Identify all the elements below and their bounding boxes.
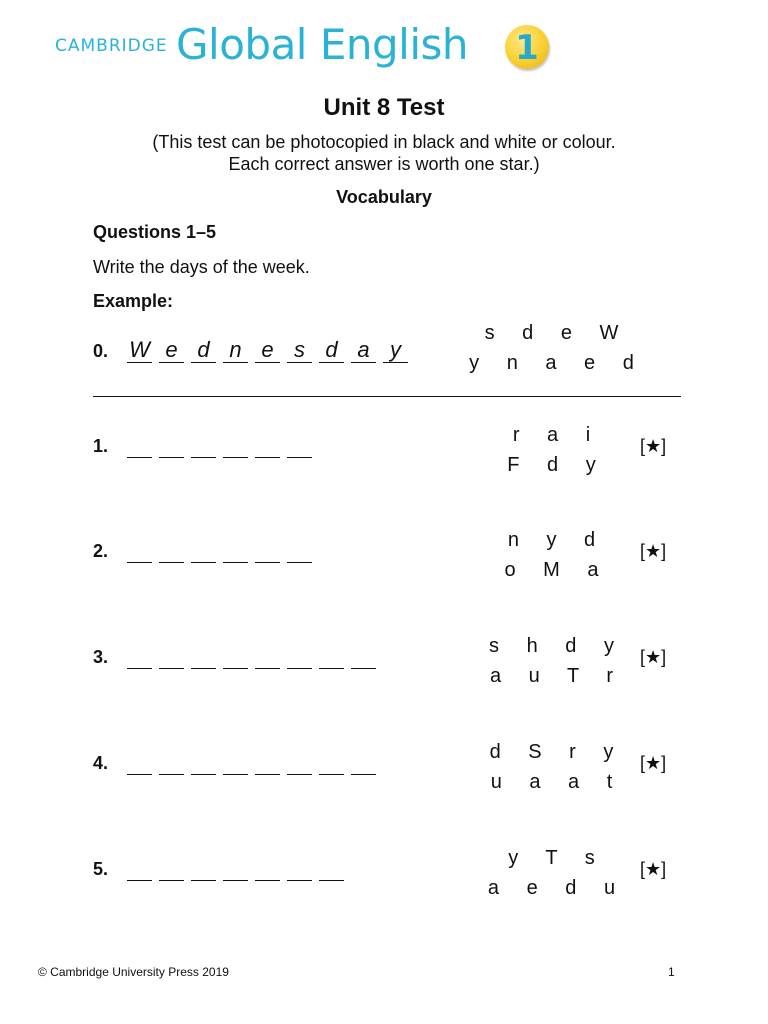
scramble-line-1: r a i xyxy=(512,424,602,446)
note-line-2: Each correct answer is worth one star.) xyxy=(228,154,540,174)
letter-blank[interactable] xyxy=(223,748,248,775)
letter-blank[interactable] xyxy=(127,642,152,669)
letter-blank[interactable] xyxy=(351,642,376,669)
letter-blank[interactable] xyxy=(255,748,280,775)
letter-blank[interactable] xyxy=(223,431,248,458)
letter-blank[interactable] xyxy=(159,536,184,563)
letter-blank[interactable] xyxy=(255,854,280,881)
question-number: 3. xyxy=(93,647,109,667)
footer-copyright: © Cambridge University Press 2019 xyxy=(38,965,229,979)
questions-heading: Questions 1–5 xyxy=(93,222,217,242)
example-letter: d xyxy=(319,336,344,363)
letter-blank[interactable] xyxy=(191,642,216,669)
note-line-1: (This test can be photocopied in black and white or colour. xyxy=(152,132,616,152)
scrambled-letters xyxy=(462,843,652,903)
scrambled-letters xyxy=(462,420,652,480)
letter-blank[interactable] xyxy=(159,748,184,775)
example-letter: n xyxy=(223,336,248,363)
letter-blank[interactable] xyxy=(287,854,312,881)
example-letter: e xyxy=(255,336,280,363)
example-letter: s xyxy=(287,336,312,363)
section-heading: Vocabulary xyxy=(336,187,432,207)
answer-blanks[interactable] xyxy=(127,748,376,775)
letter-blank[interactable] xyxy=(159,854,184,881)
letter-blank[interactable] xyxy=(287,748,312,775)
letter-blank[interactable] xyxy=(351,748,376,775)
scramble-line-1: y T s xyxy=(508,847,606,869)
star-mark: [★] xyxy=(640,859,667,879)
letter-blank[interactable] xyxy=(287,642,312,669)
star-mark: [★] xyxy=(640,647,667,667)
letter-blank[interactable] xyxy=(319,642,344,669)
test-note xyxy=(0,131,768,175)
star-mark: [★] xyxy=(640,541,667,561)
scramble-line-2: y n a e d xyxy=(469,352,645,374)
letter-blank[interactable] xyxy=(223,642,248,669)
letter-blank[interactable] xyxy=(319,854,344,881)
letter-blank[interactable] xyxy=(223,536,248,563)
example-answer xyxy=(127,336,408,363)
example-letter: a xyxy=(351,336,376,363)
answer-blanks[interactable] xyxy=(127,536,312,563)
scrambled-letters xyxy=(462,737,652,797)
footer-page-number: 1 xyxy=(668,965,675,979)
letter-blank[interactable] xyxy=(191,431,216,458)
brand-title: Global English xyxy=(176,20,468,69)
example-letter: e xyxy=(159,336,184,363)
scrambled-letters xyxy=(462,631,652,691)
example-label: Example: xyxy=(93,291,174,311)
scramble-line-2: o M a xyxy=(504,559,610,581)
example-letter: d xyxy=(191,336,216,363)
star-mark: [★] xyxy=(640,753,667,773)
letter-blank[interactable] xyxy=(191,536,216,563)
letter-blank[interactable] xyxy=(287,431,312,458)
question-number: 2. xyxy=(93,541,109,561)
question-number: 5. xyxy=(93,859,109,879)
scramble-line-1: s h d y xyxy=(489,635,625,657)
letter-blank[interactable] xyxy=(127,854,152,881)
scramble-line-2: a u T r xyxy=(489,665,625,687)
example-number: 0. xyxy=(93,341,109,361)
letter-blank[interactable] xyxy=(287,536,312,563)
answer-blanks[interactable] xyxy=(127,431,312,458)
letter-blank[interactable] xyxy=(127,431,152,458)
scramble-line-2: a e d u xyxy=(487,877,627,899)
scramble-line-2: u a a t xyxy=(490,771,624,793)
letter-blank[interactable] xyxy=(223,854,248,881)
letter-blank[interactable] xyxy=(127,748,152,775)
scramble-line-1: d S r y xyxy=(489,741,625,763)
letter-blank[interactable] xyxy=(191,748,216,775)
page-title: Unit 8 Test xyxy=(323,94,445,121)
scrambled-letters xyxy=(462,525,652,585)
letter-blank[interactable] xyxy=(159,642,184,669)
question-number: 1. xyxy=(93,436,109,456)
scramble-line-1: s d e W xyxy=(484,322,630,344)
star-mark: [★] xyxy=(640,436,667,456)
letter-blank[interactable] xyxy=(319,748,344,775)
scramble-line-2: F d y xyxy=(507,454,607,476)
brand-publisher: CAMBRIDGE xyxy=(55,36,168,56)
letter-blank[interactable] xyxy=(255,431,280,458)
level-badge: 1 xyxy=(505,25,549,69)
example-letter: y xyxy=(383,336,408,363)
letter-blank[interactable] xyxy=(127,536,152,563)
scramble-line-1: n y d xyxy=(507,529,607,551)
question-number: 4. xyxy=(93,753,109,773)
letter-blank[interactable] xyxy=(159,431,184,458)
letter-blank[interactable] xyxy=(191,854,216,881)
letter-blank[interactable] xyxy=(255,642,280,669)
example-scramble xyxy=(462,318,652,378)
letter-blank[interactable] xyxy=(255,536,280,563)
instruction: Write the days of the week. xyxy=(93,257,310,277)
answer-blanks[interactable] xyxy=(127,854,344,881)
answer-blanks[interactable] xyxy=(127,642,376,669)
divider-rule xyxy=(93,396,681,397)
example-letter: W xyxy=(127,336,152,363)
